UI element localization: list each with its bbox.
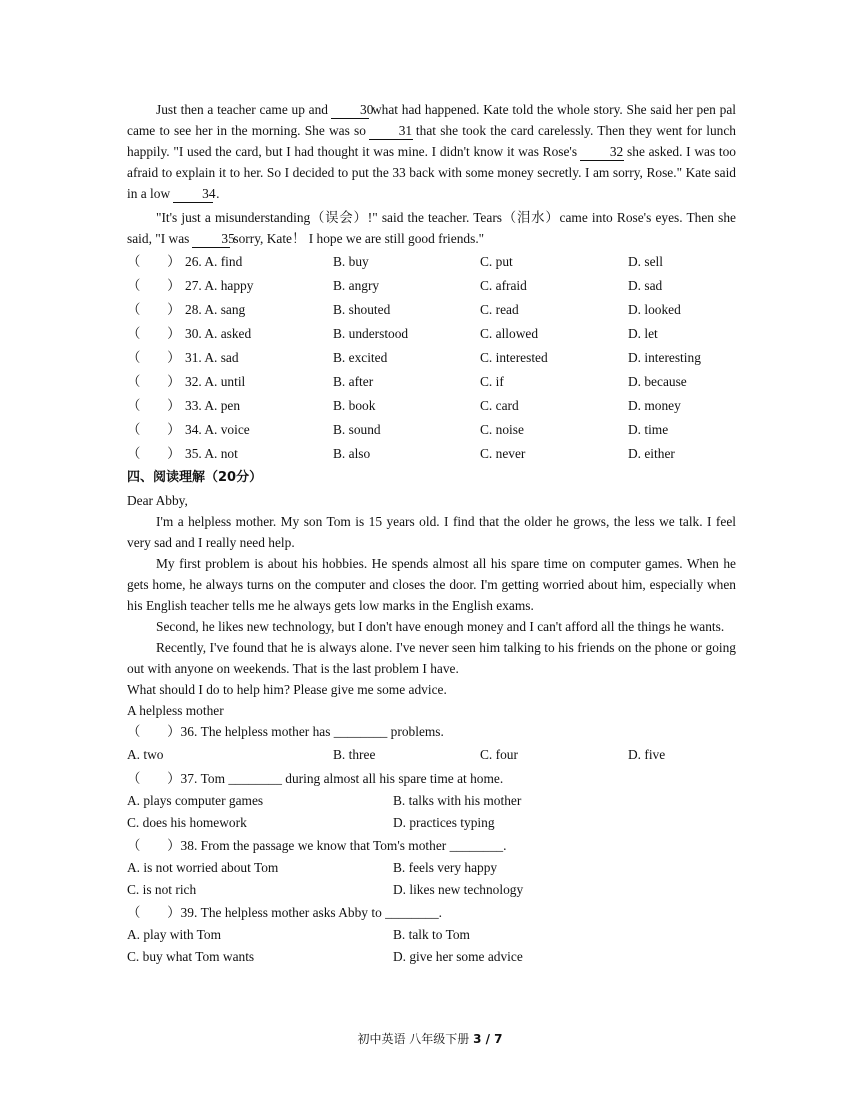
answer-paren[interactable]: （ ） <box>127 302 181 317</box>
question-39-options <box>127 946 736 968</box>
blank-34: 34 <box>173 186 213 203</box>
option-a: 33. A. pen <box>185 398 241 413</box>
letter-signature: A helpless mother <box>127 703 224 718</box>
question-39-options <box>127 924 736 946</box>
question-36: （ ）36. The helpless mother has ________ problems. <box>127 724 444 739</box>
option-b: B. book <box>333 398 376 413</box>
answer-paren[interactable]: （ ） <box>127 422 181 437</box>
option-a: A. two <box>127 747 164 762</box>
question-38-options <box>127 879 736 901</box>
answer-paren[interactable]: （ ） <box>127 326 181 341</box>
option-c: C. noise <box>480 422 524 437</box>
answer-paren[interactable]: （ ） <box>127 374 181 389</box>
option-b: B. feels very happy <box>393 860 498 875</box>
option-a: 35. A. not <box>185 446 238 461</box>
option-d: D. because <box>628 374 687 389</box>
option-d: D. time <box>628 422 669 437</box>
option-d: D. likes new technology <box>393 882 524 897</box>
option-b: B. sound <box>333 422 381 437</box>
answer-paren[interactable]: （ ） <box>127 350 181 365</box>
option-b: B. talks with his mother <box>393 793 522 808</box>
option-a: 28. A. sang <box>185 302 246 317</box>
option-b: B. shouted <box>333 302 391 317</box>
option-a: 34. A. voice <box>185 422 250 437</box>
option-c: C. put <box>480 254 513 269</box>
option-d: D. practices typing <box>393 815 495 830</box>
option-a: 27. A. happy <box>185 278 254 293</box>
blank-32: 32 <box>580 144 624 161</box>
option-row <box>127 322 736 346</box>
blank-35: 35 <box>192 231 230 248</box>
option-d: D. sad <box>628 278 663 293</box>
cloze-options <box>127 250 736 466</box>
text: that she took the card carelessly. Then they went for lunch happily. "I used the card, but I had thought it was mine. I didn't know it was Rose's <box>127 123 736 159</box>
blank-31: 31 <box>369 123 413 140</box>
option-b: B. understood <box>333 326 409 341</box>
option-b: B. three <box>333 747 376 762</box>
letter-greeting: Dear Abby, <box>127 493 188 508</box>
option-d: D. let <box>628 326 658 341</box>
option-row <box>127 394 736 418</box>
page-footer <box>0 1030 860 1047</box>
option-d: D. looked <box>628 302 681 317</box>
question-37-options <box>127 812 736 834</box>
option-a: A. is not worried about Tom <box>127 860 279 875</box>
footer-text: 初中英语 八年级下册 <box>357 1032 474 1046</box>
option-row <box>127 370 736 394</box>
option-d: D. give her some advice <box>393 949 523 964</box>
letter-paragraph: Recently, I've found that he is always alone. I've never seen him talking to his friends on the phone or going out with anyone on weekends. That is the last problem I have. <box>127 640 736 676</box>
letter-question: What should I do to help him? Please give me some advice. <box>127 682 447 697</box>
question-37-options <box>127 790 736 812</box>
blank-30: 30 <box>331 102 369 119</box>
text: sorry, Kate！ I hope we are still good friends." <box>233 231 485 246</box>
question-39: （ ）39. The helpless mother asks Abby to ________. <box>127 905 443 920</box>
option-d: D. sell <box>628 254 663 269</box>
question-38-options <box>127 857 736 879</box>
page-number: 3 / 7 <box>473 1032 503 1046</box>
option-c: C. does his homework <box>127 815 247 830</box>
option-c: C. never <box>480 446 526 461</box>
answer-paren[interactable]: （ ） <box>127 254 181 269</box>
option-c: C. afraid <box>480 278 527 293</box>
answer-paren[interactable]: （ ） <box>127 398 181 413</box>
section-heading: 四、阅读理解（20分） <box>127 470 263 485</box>
option-b: B. talk to Tom <box>393 927 470 942</box>
question-37: （ ）37. Tom ________ during almost all his spare time at home. <box>127 771 504 786</box>
option-b: B. angry <box>333 278 380 293</box>
letter-paragraph: I'm a helpless mother. My son Tom is 15 years old. I find that the older he grows, the less we talk. I feel very sad and I really need help. <box>127 514 736 550</box>
text: Just then a teacher came up and <box>156 102 328 117</box>
option-d: D. either <box>628 446 675 461</box>
document-page <box>127 99 736 968</box>
option-a: 31. A. sad <box>185 350 239 365</box>
letter-paragraph: My first problem is about his hobbies. He spends almost all his spare time on computer games. When he gets home, he always turns on the computer and closes the door. I'm getting worried about him, especially when his English teacher tells me he always gets low marks in the English exams. <box>127 556 736 613</box>
letter-paragraph: Second, he likes new technology, but I don't have enough money and I can't afford all the things he wants. <box>156 619 725 634</box>
text: she asked. I was too afraid to explain it to her. So I decided to put the 33 back with some money secretly. I am sorry, Rose." Kate said in a low <box>127 144 736 201</box>
option-a: 30. A. asked <box>185 326 252 341</box>
cloze-paragraph-1 <box>127 99 736 204</box>
question-36-options <box>127 743 736 767</box>
option-c: C. is not rich <box>127 882 197 897</box>
option-a: 32. A. until <box>185 374 246 389</box>
option-b: B. also <box>333 446 371 461</box>
option-a: A. plays computer games <box>127 793 264 808</box>
answer-paren[interactable]: （ ） <box>127 446 181 461</box>
text: what had happened. Kate told the whole story. She said her pen pal came to see her in the morning. She was so <box>127 102 736 138</box>
option-row <box>127 250 736 274</box>
option-row <box>127 274 736 298</box>
option-d: D. interesting <box>628 350 701 365</box>
text: . <box>216 186 220 201</box>
option-c: C. interested <box>480 350 548 365</box>
option-b: B. excited <box>333 350 388 365</box>
option-c: C. read <box>480 302 519 317</box>
answer-paren[interactable]: （ ） <box>127 278 181 293</box>
option-a: A. play with Tom <box>127 927 222 942</box>
option-b: B. buy <box>333 254 369 269</box>
option-row <box>127 418 736 442</box>
option-c: C. card <box>480 398 519 413</box>
question-38: （ ）38. From the passage we know that Tom's mother ________. <box>127 838 507 853</box>
option-d: D. five <box>628 747 666 762</box>
option-c: C. allowed <box>480 326 539 341</box>
option-b: B. after <box>333 374 374 389</box>
option-d: D. money <box>628 398 681 413</box>
option-c: C. four <box>480 747 518 762</box>
text: "It's just a misunderstanding（误会）!" said the teacher. Tears（泪水）came into Rose's eyes. Then she said, "I was <box>127 210 736 246</box>
option-c: C. buy what Tom wants <box>127 949 255 964</box>
option-c: C. if <box>480 374 504 389</box>
option-a: 26. A. find <box>185 254 243 269</box>
option-row <box>127 346 736 370</box>
option-row <box>127 442 736 466</box>
cloze-paragraph-2 <box>127 207 736 249</box>
option-row <box>127 298 736 322</box>
